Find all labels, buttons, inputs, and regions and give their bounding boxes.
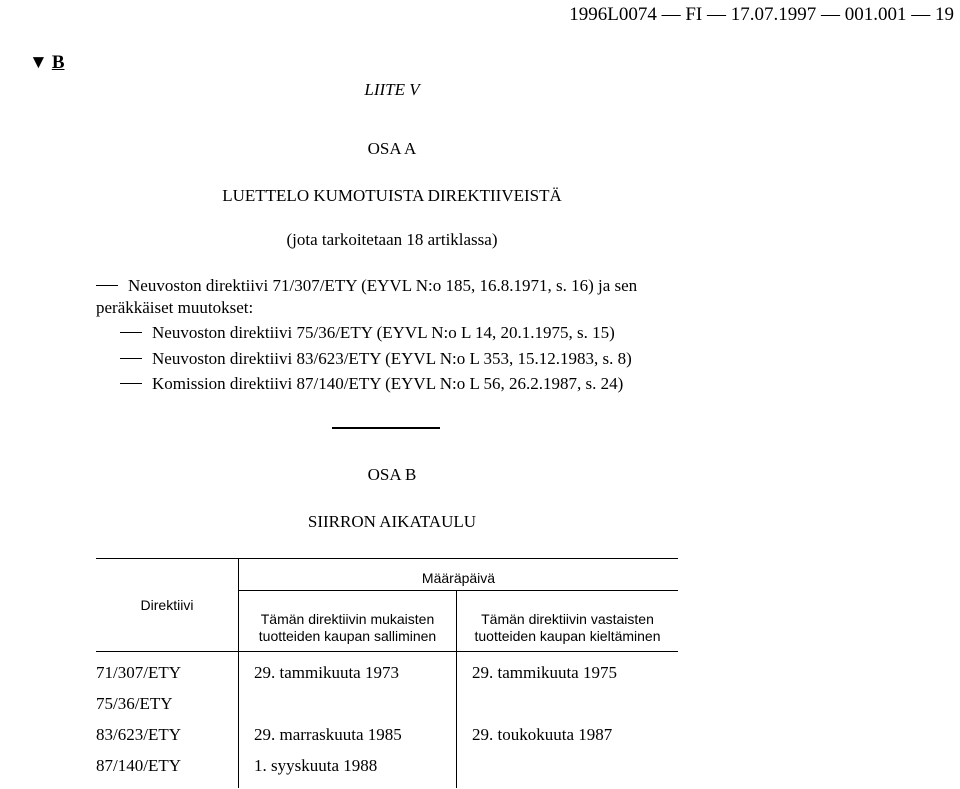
- table-rule-vertical: [238, 558, 239, 788]
- amendment-marker: [29, 52, 65, 74]
- table-cell-directive: 83/623/ETY: [96, 725, 181, 744]
- table-rule-top: [96, 558, 678, 559]
- table-cell-directive: 87/140/ETY: [96, 756, 181, 775]
- dash-icon: [96, 285, 118, 286]
- part-b-heading: OSA B: [367, 465, 417, 484]
- repealed-directive-main: [96, 275, 696, 319]
- amendment-item-text: Komission direktiivi 87/140/ETY (EYVL N:o L 56, 26.2.1987, s. 24): [152, 374, 624, 393]
- part-b-title: SIIRRON AIKATAULU: [307, 512, 477, 531]
- table-rule-header-bottom: [96, 651, 678, 652]
- table-rule-middle: [239, 590, 678, 591]
- section-separator: [332, 427, 440, 429]
- column-header-prohibit: Tämän direktiivin vastaisten tuotteiden kaupan kieltäminen: [474, 611, 661, 644]
- column-header-permit: Tämän direktiivin mukaisten tuotteiden kaupan salliminen: [258, 611, 437, 644]
- triangle-down-icon: ▼: [29, 52, 48, 73]
- part-a-heading: OSA A: [367, 139, 417, 158]
- amendment-item-text: Neuvoston direktiivi 75/36/ETY (EYVL N:o L 14, 20.1.1975, s. 15): [152, 323, 615, 342]
- table-cell-directive: 71/307/ETY: [96, 663, 181, 682]
- table-cell-permit: 29. tammikuuta 1973: [254, 663, 399, 682]
- table-cell-permit: 1. syyskuuta 1988: [254, 756, 378, 775]
- amendment-item: [120, 374, 623, 394]
- marker-letter: B: [51, 52, 65, 73]
- amendment-item-text: Neuvoston direktiivi 83/623/ETY (EYVL N:o L 353, 15.12.1983, s. 8): [152, 349, 632, 368]
- column-header-directive: Direktiivi: [140, 597, 194, 613]
- table-cell-prohibit: 29. tammikuuta 1975: [472, 663, 617, 682]
- dash-icon: [120, 383, 142, 384]
- table-cell-prohibit: 29. toukokuuta 1987: [472, 725, 613, 744]
- amendment-item: [120, 349, 632, 369]
- dash-icon: [120, 358, 142, 359]
- part-a-title: LUETTELO KUMOTUISTA DIREKTIIVEISTÄ: [222, 186, 562, 205]
- part-a-subtitle: (jota tarkoitetaan 18 artiklassa): [286, 230, 498, 249]
- table-cell-permit: 29. marraskuuta 1985: [254, 725, 402, 744]
- main-item-text: Neuvoston direktiivi 71/307/ETY (EYVL N:o 185, 16.8.1971, s. 16) ja sen peräkkäiset muutokset:: [96, 276, 638, 317]
- amendment-item: [120, 323, 615, 343]
- document-reference: 1996L0074 — FI — 17.07.1997 — 001.001 — 19: [569, 4, 954, 25]
- table-cell-directive: 75/36/ETY: [96, 694, 173, 713]
- column-group-header-deadline: Määräpäivä: [421, 570, 496, 586]
- dash-icon: [120, 332, 142, 333]
- annex-title: LIITE V: [364, 80, 420, 99]
